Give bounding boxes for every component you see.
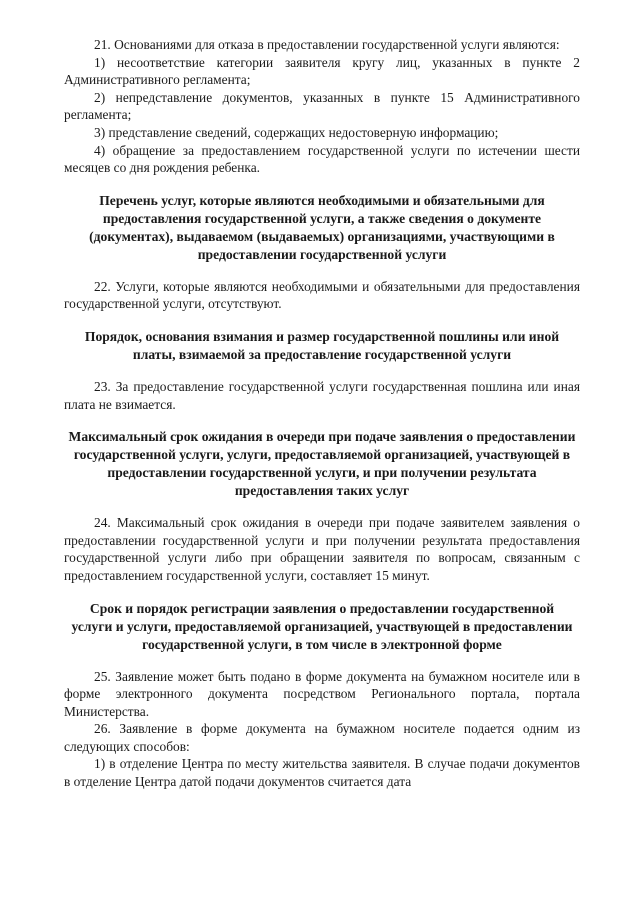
paragraph-26-item-1: 1) в отделение Центра по месту жительства заявителя. В случае подачи документов в отделение Центра датой подачи документов считается дата <box>64 756 580 790</box>
list-item-1: 1) несоответствие категории заявителя кругу лиц, указанных в пункте 2 Административного регламента; <box>64 54 580 88</box>
document-page <box>64 36 580 791</box>
section-heading-fees: Порядок, основания взимания и размер государственной пошлины или иной платы, взимаемой за предоставление государственной услуги <box>84 328 560 362</box>
paragraph-24: 24. Максимальный срок ожидания в очереди при подаче заявителем заявления о предоставлении государственной услуги и при получении результата предоставления государственной услуги либо при обращении заявителя по вопросам, связанным с предоставлением государственной услуги, составляет 15 минут. <box>64 515 580 583</box>
section-heading-registration: Срок и порядок регистрации заявления о предоставлении государственной услуги и услуги, предоставляемой организацией, участвующей в предоставлении государственной услуги, в том числе в электронной форме <box>71 600 573 652</box>
paragraph-21: 21. Основаниями для отказа в предоставлении государственной услуги являются: <box>94 37 560 52</box>
list-item-4: 4) обращение за предоставлением государственной услуги по истечении шести месяцев со дня рождения ребенка. <box>64 142 580 176</box>
list-item-3: 3) представление сведений, содержащих недостоверную информацию; <box>94 124 499 140</box>
paragraph-23: 23. За предоставление государственной услуги государственная пошлина или иная плата не взимается. <box>64 378 580 412</box>
paragraph-22: 22. Услуги, которые являются необходимыми и обязательными для предоставления государственной услуги, отсутствуют. <box>64 278 580 312</box>
section-heading-queue-time: Максимальный срок ожидания в очереди при подаче заявления о предоставлении государственной услуги, услуги, предоставляемой организацией, участвующей в предоставлении государственной услуги, и при получении результата предоставления таких услуг <box>68 429 576 499</box>
list-item-2: 2) непредставление документов, указанных в пункте 15 Административного регламента; <box>64 89 580 123</box>
paragraph-26: 26. Заявление в форме документа на бумажном носителе подается одним из следующих способов: <box>64 721 580 754</box>
paragraph-25: 25. Заявление может быть подано в форме документа на бумажном носителе или в форме электронного документа посредством Регионального портала, портала Министерства. <box>64 668 580 719</box>
section-heading-necessary-services: Перечень услуг, которые являются необходимыми и обязательными для предоставления государственной услуги, а также сведения о документе (документах), выдаваемом (выдаваемых) организациями, участвующими в предоставлении государственной услуги <box>89 192 555 262</box>
